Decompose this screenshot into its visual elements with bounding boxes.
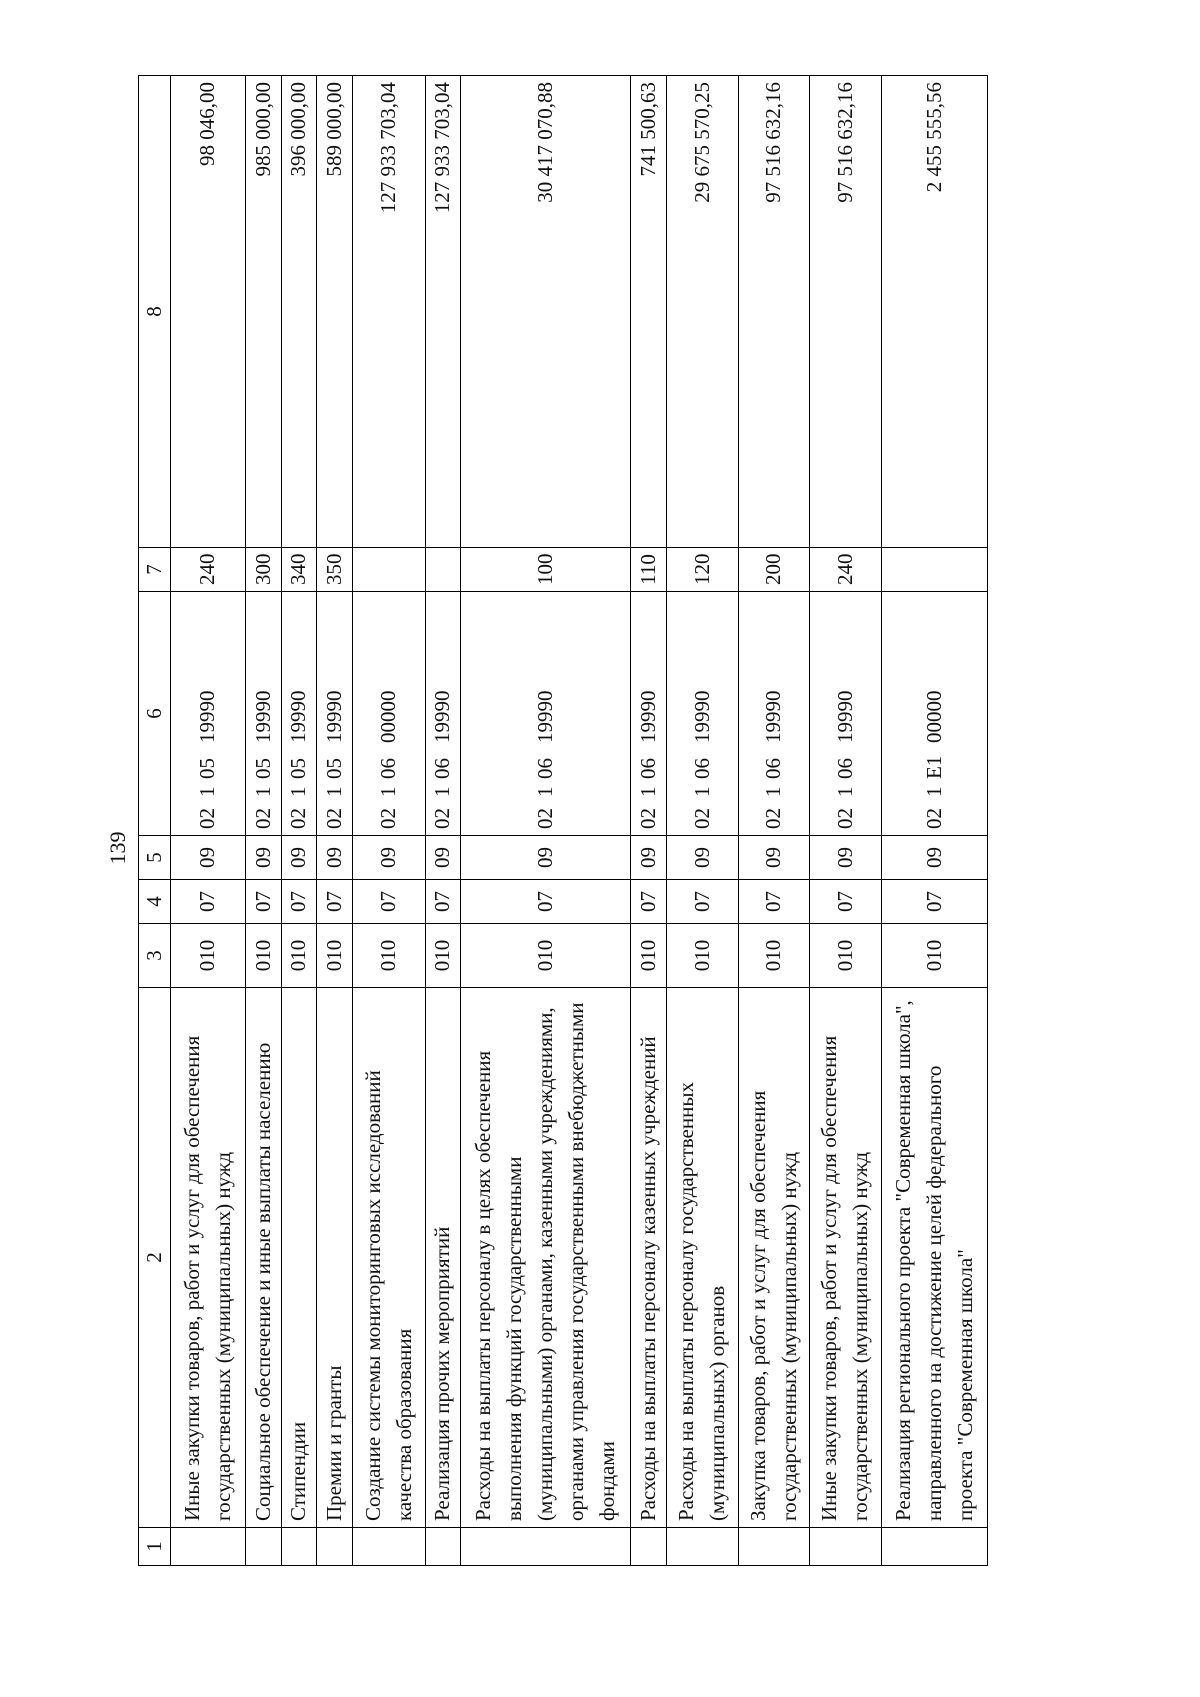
subsection-code-cell: 09 <box>425 836 461 880</box>
expense-name-cell: Расходы на выплаты персоналу в целях обеспечения выполнения функций государственными (муниципальными) органами, казенными учреждениями, органами управления государственными внебюджетными фондами <box>461 988 631 1528</box>
row-number-cell <box>317 1528 353 1566</box>
target-program-code: 02 <box>286 808 311 829</box>
expense-type-cell: 100 <box>461 548 631 592</box>
target-article-cell <box>810 592 882 836</box>
section-code-cell: 07 <box>738 880 810 924</box>
header-cell-6: 6 <box>139 592 171 836</box>
amount-cell: 97 516 632,16 <box>738 76 810 548</box>
ministry-code-cell: 010 <box>171 924 246 988</box>
ministry-code-cell: 010 <box>317 924 353 988</box>
amount-cell: 396 000,00 <box>281 76 317 548</box>
target-event-code: 06 <box>430 758 455 779</box>
section-code-cell: 07 <box>245 880 281 924</box>
target-article-cell <box>667 592 739 836</box>
target-article-cell <box>171 592 246 836</box>
target-event-code: 06 <box>761 758 786 779</box>
amount-cell: 127 933 703,04 <box>353 76 426 548</box>
header-cell-8: 8 <box>139 76 171 548</box>
target-program-code: 02 <box>533 808 558 829</box>
subsection-code-cell: 09 <box>667 836 739 880</box>
amount-cell: 97 516 632,16 <box>810 76 882 548</box>
amount-cell: 741 500,63 <box>631 76 667 548</box>
ministry-code-cell: 010 <box>353 924 426 988</box>
target-direction-code: 19990 <box>636 690 661 743</box>
target-subprogram-code: 1 <box>689 786 714 797</box>
target-direction-code: 19990 <box>430 690 455 743</box>
header-cell-3: 3 <box>139 924 171 988</box>
target-subprogram-code: 1 <box>921 786 946 797</box>
target-event-code: 05 <box>322 758 347 779</box>
expense-type-cell: 300 <box>245 548 281 592</box>
target-article-cell <box>425 592 461 836</box>
row-number-cell <box>353 1528 426 1566</box>
amount-cell: 29 675 570,25 <box>667 76 739 548</box>
subsection-code-cell: 09 <box>317 836 353 880</box>
expense-type-cell <box>425 548 461 592</box>
target-direction-code: 19990 <box>689 690 714 743</box>
expense-type-cell: 340 <box>281 548 317 592</box>
target-article-cell <box>461 592 631 836</box>
budget-table <box>138 75 988 1566</box>
target-program-code: 02 <box>636 808 661 829</box>
row-number-cell <box>281 1528 317 1566</box>
target-event-code: E1 <box>921 755 946 779</box>
expense-type-cell: 120 <box>667 548 739 592</box>
ministry-code-cell: 010 <box>425 924 461 988</box>
header-cell-7: 7 <box>139 548 171 592</box>
section-code-cell: 07 <box>810 880 882 924</box>
target-subprogram-code: 1 <box>376 786 401 797</box>
expense-name-cell: Расходы на выплаты персоналу казенных учреждений <box>631 988 667 1528</box>
table-row <box>171 76 246 1566</box>
target-program-code: 02 <box>689 808 714 829</box>
subsection-code-cell: 09 <box>281 836 317 880</box>
target-event-code: 05 <box>250 758 275 779</box>
ministry-code-cell: 010 <box>738 924 810 988</box>
section-code-cell: 07 <box>631 880 667 924</box>
target-direction-code: 19990 <box>250 690 275 743</box>
target-article-cell <box>631 592 667 836</box>
subsection-code-cell: 09 <box>461 836 631 880</box>
table-row <box>881 76 987 1566</box>
expense-type-cell: 350 <box>317 548 353 592</box>
expense-name-cell: Расходы на выплаты персоналу государственных (муниципальных) органов <box>667 988 739 1528</box>
expense-name-cell: Социальное обеспечение и иные выплаты населению <box>245 988 281 1528</box>
expense-name-cell: Стипендии <box>281 988 317 1528</box>
expense-type-cell: 110 <box>631 548 667 592</box>
target-direction-code: 19990 <box>195 690 220 743</box>
header-cell-1: 1 <box>139 1528 171 1566</box>
subsection-code-cell: 09 <box>631 836 667 880</box>
expense-name-cell: Иные закупки товаров, работ и услуг для обеспечения государственных (муниципальных) нужд <box>171 988 246 1528</box>
table-row <box>245 76 281 1566</box>
table-row <box>425 76 461 1566</box>
target-program-code: 02 <box>921 808 946 829</box>
section-code-cell: 07 <box>171 880 246 924</box>
table-row <box>353 76 426 1566</box>
target-subprogram-code: 1 <box>286 786 311 797</box>
expense-type-cell: 240 <box>810 548 882 592</box>
target-program-code: 02 <box>322 808 347 829</box>
section-code-cell: 07 <box>881 880 987 924</box>
subsection-code-cell: 09 <box>171 836 246 880</box>
target-subprogram-code: 1 <box>250 786 275 797</box>
target-article-cell <box>281 592 317 836</box>
table-row <box>667 76 739 1566</box>
target-direction-code: 19990 <box>761 690 786 743</box>
section-code-cell: 07 <box>461 880 631 924</box>
header-cell-2: 2 <box>139 988 171 1528</box>
table-row <box>281 76 317 1566</box>
expense-type-cell <box>353 548 426 592</box>
header-cell-5: 5 <box>139 836 171 880</box>
rotated-table-wrapper <box>138 76 988 1566</box>
ministry-code-cell: 010 <box>281 924 317 988</box>
section-code-cell: 07 <box>317 880 353 924</box>
expense-name-cell: Реализация прочих мероприятий <box>425 988 461 1528</box>
amount-cell: 98 046,00 <box>171 76 246 548</box>
target-direction-code: 00000 <box>921 690 946 743</box>
expense-name-cell: Создание системы мониторинговых исследований качества образования <box>353 988 426 1528</box>
target-direction-code: 19990 <box>832 690 857 743</box>
ministry-code-cell: 010 <box>667 924 739 988</box>
target-subprogram-code: 1 <box>195 786 220 797</box>
amount-cell: 589 000,00 <box>317 76 353 548</box>
expense-type-cell <box>881 548 987 592</box>
target-event-code: 05 <box>195 758 220 779</box>
table-row <box>810 76 882 1566</box>
row-number-cell <box>245 1528 281 1566</box>
section-code-cell: 07 <box>281 880 317 924</box>
ministry-code-cell: 010 <box>461 924 631 988</box>
expense-name-cell: Закупка товаров, работ и услуг для обеспечения государственных (муниципальных) нужд <box>738 988 810 1528</box>
target-event-code: 06 <box>689 758 714 779</box>
subsection-code-cell: 09 <box>245 836 281 880</box>
target-subprogram-code: 1 <box>430 786 455 797</box>
target-program-code: 02 <box>832 808 857 829</box>
row-number-cell <box>425 1528 461 1566</box>
row-number-cell <box>810 1528 882 1566</box>
amount-cell: 2 455 555,56 <box>881 76 987 548</box>
row-number-cell <box>461 1528 631 1566</box>
row-number-cell <box>171 1528 246 1566</box>
header-row <box>139 76 171 1566</box>
amount-cell: 30 417 070,88 <box>461 76 631 548</box>
ministry-code-cell: 010 <box>245 924 281 988</box>
target-article-cell <box>317 592 353 836</box>
target-event-code: 05 <box>286 758 311 779</box>
header-cell-4: 4 <box>139 880 171 924</box>
subsection-code-cell: 09 <box>810 836 882 880</box>
target-article-cell <box>245 592 281 836</box>
row-number-cell <box>881 1528 987 1566</box>
target-subprogram-code: 1 <box>322 786 347 797</box>
target-direction-code: 19990 <box>533 690 558 743</box>
row-number-cell <box>738 1528 810 1566</box>
target-event-code: 06 <box>533 758 558 779</box>
target-direction-code: 19990 <box>286 690 311 743</box>
target-subprogram-code: 1 <box>761 786 786 797</box>
expense-name-cell: Иные закупки товаров, работ и услуг для обеспечения государственных (муниципальных) нужд <box>810 988 882 1528</box>
target-article-cell <box>353 592 426 836</box>
table-row <box>317 76 353 1566</box>
amount-cell: 127 933 703,04 <box>425 76 461 548</box>
target-program-code: 02 <box>376 808 401 829</box>
subsection-code-cell: 09 <box>881 836 987 880</box>
expense-type-cell: 240 <box>171 548 246 592</box>
target-event-code: 06 <box>832 758 857 779</box>
target-article-cell <box>738 592 810 836</box>
expense-name-cell: Премии и гранты <box>317 988 353 1528</box>
page-number: 139 <box>105 831 130 865</box>
section-code-cell: 07 <box>667 880 739 924</box>
target-subprogram-code: 1 <box>636 786 661 797</box>
target-program-code: 02 <box>195 808 220 829</box>
table-row <box>631 76 667 1566</box>
ministry-code-cell: 010 <box>881 924 987 988</box>
target-direction-code: 00000 <box>376 690 401 743</box>
expense-type-cell: 200 <box>738 548 810 592</box>
subsection-code-cell: 09 <box>353 836 426 880</box>
target-program-code: 02 <box>430 808 455 829</box>
section-code-cell: 07 <box>353 880 426 924</box>
target-subprogram-code: 1 <box>832 786 857 797</box>
target-program-code: 02 <box>250 808 275 829</box>
row-number-cell <box>631 1528 667 1566</box>
ministry-code-cell: 010 <box>810 924 882 988</box>
row-number-cell <box>667 1528 739 1566</box>
target-event-code: 06 <box>636 758 661 779</box>
target-event-code: 06 <box>376 758 401 779</box>
expense-name-cell: Реализация регионального проекта "Современная школа", направленного на достижение целей федерального проекта "Современная школа" <box>881 988 987 1528</box>
target-program-code: 02 <box>761 808 786 829</box>
table-row <box>738 76 810 1566</box>
target-subprogram-code: 1 <box>533 786 558 797</box>
ministry-code-cell: 010 <box>631 924 667 988</box>
amount-cell: 985 000,00 <box>245 76 281 548</box>
section-code-cell: 07 <box>425 880 461 924</box>
subsection-code-cell: 09 <box>738 836 810 880</box>
target-direction-code: 19990 <box>322 690 347 743</box>
target-article-cell <box>881 592 987 836</box>
table-row <box>461 76 631 1566</box>
